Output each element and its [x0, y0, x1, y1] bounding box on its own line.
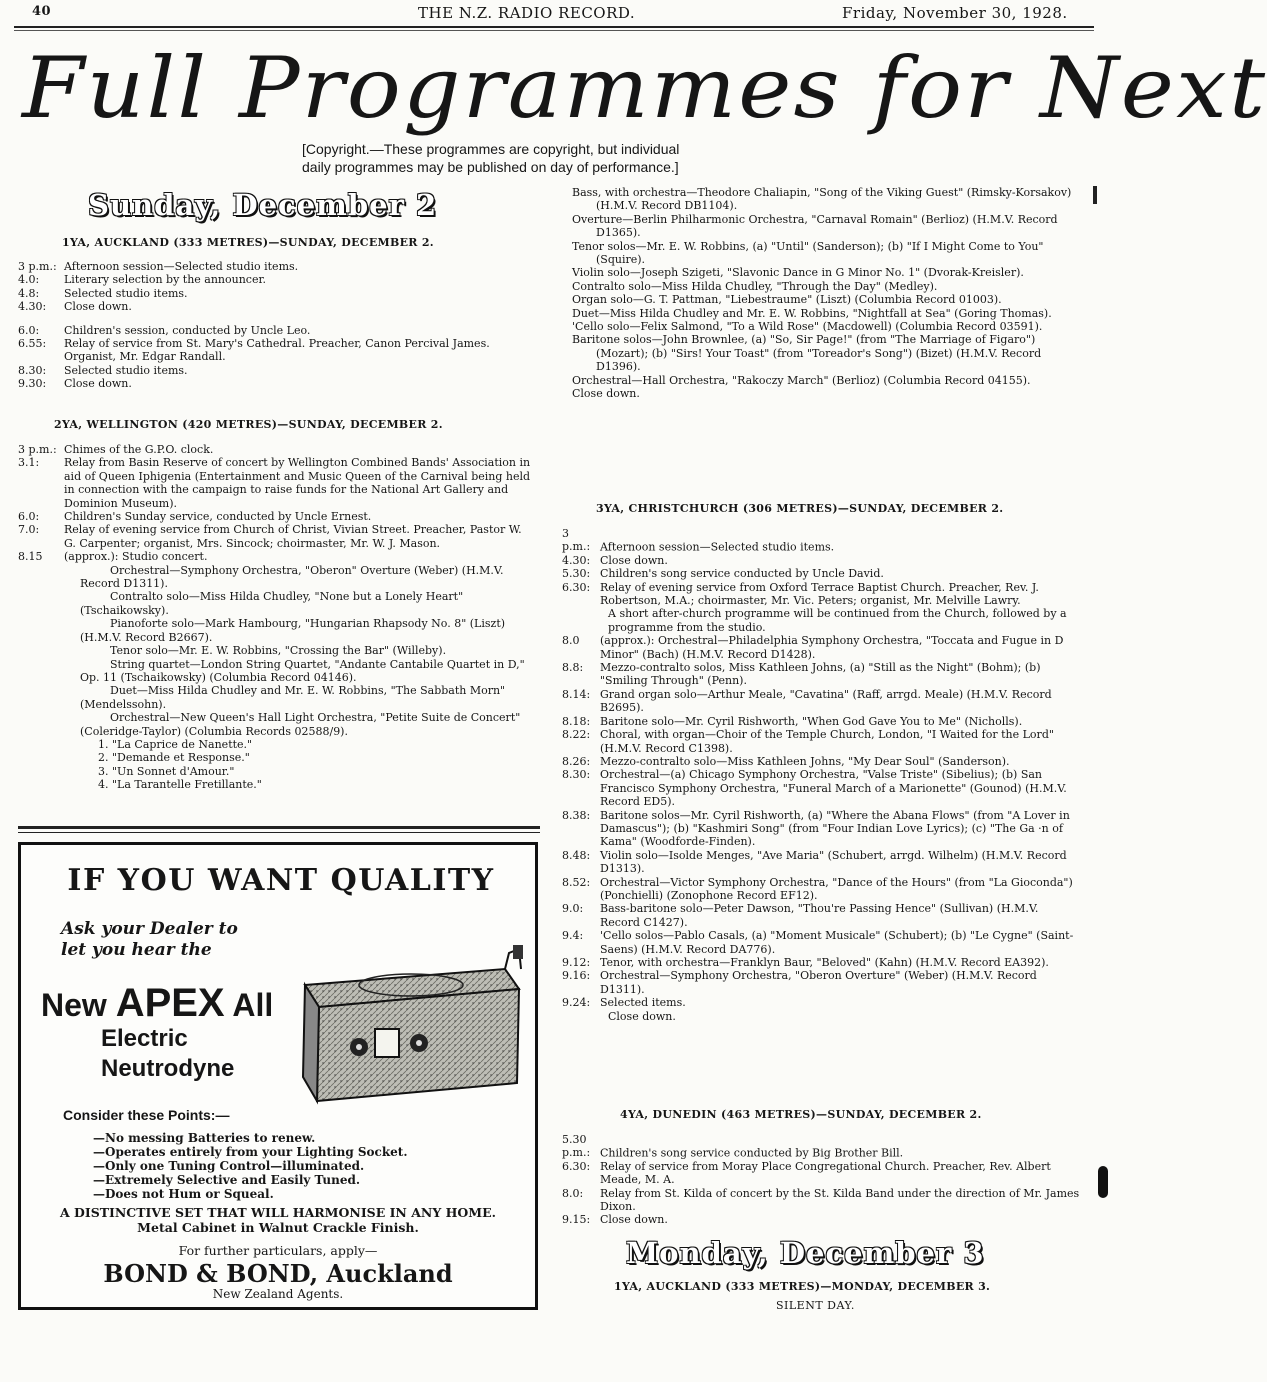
program-item [18, 364, 534, 377]
ad-tagline-2: Metal Cabinet in Walnut Crackle Finish. [137, 1220, 419, 1235]
ad-consider-points: Consider these Points:— [63, 1107, 230, 1123]
program-time: 8.8: [562, 661, 584, 675]
program-text: Close down. [64, 377, 132, 391]
program-time: 8.18: [562, 714, 591, 728]
program-time: 8.14: [562, 687, 591, 701]
header-rule-thin [14, 30, 1094, 31]
program-text: Choral, with organ—Choir of the Temple Church, London, "I Waited for the Lord" (H.M.V. Record C1398). [600, 728, 1054, 755]
program-text: Children's Sunday service, conducted by Uncle Ernest. [64, 510, 372, 524]
copyright-notice [302, 140, 802, 176]
program-item [562, 902, 1080, 929]
program-text: Relay of evening service from Oxford Terrace Baptist Church. Preacher, Rev. J. Robertson, M.A.; choirmaster, Mr. Vic. Peters; organist, Mr. Melville Lawry. [600, 580, 1039, 608]
program-item: Baritone solos—John Brownlee, (a) "So, Sir Page!" (from "The Marriage of Figaro") (Mozart); (b) "Sirs! Your Toast" (from "Toreador's Song") (Bizet) (H.M.V. Record D1396). [572, 333, 1042, 374]
program-item: Contralto solo—Miss Hilda Chudley, "Through the Day" (Medley). [572, 279, 938, 293]
ad-brand [41, 981, 273, 1026]
program-text: Violin solo—Isolde Menges, "Ave Maria" (Schubert, arrgd. Wilhelm) (H.M.V. Record D1313). [600, 848, 1067, 876]
program-text: Children's session, conducted by Uncle Leo. [64, 323, 311, 337]
column-rule [18, 826, 540, 829]
ad-brand-electric: Electric [101, 1025, 188, 1052]
program-time: 4.30: [562, 553, 591, 567]
program-item [562, 1213, 1080, 1226]
program-text: Orchestral—(a) Chicago Symphony Orchestra, "Valse Triste" (Sibelius); (b) San Francisco Symphony Orchestra, "Funeral March of a Marionette" (Gounod) (H.M.V. Record ED5). [600, 768, 1067, 809]
program-item [562, 1010, 1080, 1023]
program-text: Afternoon session—Selected studio items. [600, 540, 835, 554]
ad-tagline [21, 1205, 535, 1235]
program-2ya [18, 443, 534, 792]
program-time: 6.55: [18, 337, 47, 351]
program-item [18, 711, 534, 738]
program-time: 8.52: [562, 875, 591, 889]
margin-mark [1098, 1166, 1108, 1198]
station-1ya-monday: 1YA, AUCKLAND (333 METRES)—MONDAY, DECEMBER 3. [614, 1280, 991, 1293]
program-text: 'Cello solos—Pablo Casals, (a) "Moment Musicale" (Schubert); (b) "Le Cygne" (Saint-Saens) (H.M.V. Record DA776). [600, 929, 1074, 956]
station-4ya-sunday: 4YA, DUNEDIN (463 METRES)—SUNDAY, DECEMBER 2. [620, 1108, 982, 1121]
program-time: 8.0: [562, 1186, 584, 1200]
program-item [562, 1160, 1080, 1187]
ad-brand-apex: APEX [115, 981, 225, 1025]
program-text: Afternoon session—Selected studio items. [64, 260, 299, 273]
program-text: Bass-baritone solo—Peter Dawson, "Thou're Passing Hence" (Sullivan) (H.M.V. Record C1427). [600, 902, 1039, 929]
program-item [18, 644, 534, 657]
program-item [562, 809, 1080, 849]
program-time: 3 p.m.: [18, 443, 57, 456]
suite-movement: 2. "Demande et Response." [98, 751, 250, 765]
program-text: (approx.): Studio concert. [64, 550, 208, 564]
program-item [562, 688, 1080, 715]
program-text: Tenor, with orchestra—Franklyn Baur, "Beloved" (Kahn) (H.M.V. Record EA392). [600, 956, 1049, 969]
program-time: 6.0: [18, 510, 40, 524]
margin-mark [1093, 186, 1097, 204]
program-text: Orchestral—Symphony Orchestra, "Oberon Overture" (Weber) (H.M.V. Record D1311). [600, 969, 1037, 996]
program-text: String quartet—London String Quartet, "Andante Cantabile Quartet in D," Op. 11 (Tschaikowsky) (Columbia Record 04146). [80, 657, 525, 684]
program-text: Contralto solo—Miss Hilda Chudley, "None but a Lonely Heart" (Tschaikowsky). [80, 590, 464, 617]
monday-heading: Monday, December 3 [626, 1236, 985, 1270]
program-item: Organ solo—G. T. Pattman, "Liebestraume" (Liszt) (Columbia Record 01003). [572, 293, 1002, 307]
ad-points-list [93, 1131, 408, 1201]
program-item [18, 324, 534, 337]
program-time: 8.30: [18, 363, 47, 377]
program-text: Chimes of the G.P.O. clock. [64, 443, 214, 456]
program-item: Close down. [572, 387, 640, 401]
ad-tagline-1: A DISTINCTIVE SET THAT WILL HARMONISE IN ANY HOME. [59, 1205, 497, 1220]
suite-movement: 1. "La Caprice de Nanette." [98, 737, 253, 751]
program-time: 9.12: [562, 956, 591, 969]
ad-headline: IF YOU WANT QUALITY [67, 863, 495, 898]
program-item: Duet—Miss Hilda Chudley and Mr. E. W. Robbins, "Nightfall at Sea" (Goring Thomas). [572, 306, 1052, 320]
program-item [562, 876, 1080, 903]
program-item: Overture—Berlin Philharmonic Orchestra, "Carnaval Romain" (Berlioz) (H.M.V. Record D1365). [572, 212, 1058, 240]
program-text: Mezzo-contralto solos, Miss Kathleen Johns, (a) "Still as the Night" (Bohm); (b) "Smiling Through" (Penn). [600, 661, 1041, 688]
program-text: Relay of evening service from Church of Christ, Vivian Street. Preacher, Pastor W. G. Carpenter; organist, Mrs. Sincock; choirmaster, Mr. W. J. Mason. [64, 523, 522, 550]
program-text: Close down. [64, 300, 132, 314]
ad-point: —No messing Batteries to renew. [93, 1131, 316, 1145]
program-time: 4.30: [18, 300, 47, 314]
ad-point: —Does not Hum or Squeal. [93, 1187, 274, 1201]
program-item [18, 590, 534, 617]
program-time: 9.15: [562, 1213, 591, 1227]
program-time: 7.0: [18, 523, 40, 537]
program-time: 8.30: [562, 768, 591, 782]
suite-movement: 4. "La Tarantelle Fretillante." [98, 778, 262, 792]
station-1ya-sunday: 1YA, AUCKLAND (333 METRES)—SUNDAY, DECEMBER 2. [62, 236, 434, 249]
program-time: 6.30: [562, 580, 591, 594]
program-text: Selected studio items. [64, 286, 188, 300]
program-text: Relay of service from St. Mary's Cathedral. Preacher, Canon Percival James. Organist, Mr. Edgar Randall. [64, 337, 490, 364]
program-text: Selected studio items. [64, 363, 188, 377]
page-title: Full Programmes for Next [22, 39, 1267, 137]
program-time: 4.0: [18, 273, 40, 287]
program-item [18, 564, 534, 591]
program-time: 4.8: [18, 286, 40, 300]
program-item [18, 617, 534, 644]
ad-point: —Operates entirely from your Lighting Socket. [93, 1145, 408, 1159]
publication-name: THE N.Z. RADIO RECORD. [418, 4, 636, 22]
column-rule-thin [18, 832, 540, 833]
program-time: 8.26: [562, 754, 591, 768]
program-time: 3 p.m.: [18, 260, 57, 273]
program-text: Literary selection by the announcer. [64, 273, 267, 287]
program-time: 9.4: [562, 929, 584, 943]
page-number: 40 [32, 4, 52, 19]
program-item [562, 728, 1080, 755]
header-rule [14, 26, 1094, 28]
program-item: Tenor solos—Mr. E. W. Robbins, (a) "Until" (Sanderson); (b) "If I Might Come to You" (Squire). [572, 239, 1044, 267]
station-3ya-sunday: 3YA, CHRISTCHURCH (306 METRES)—SUNDAY, DECEMBER 2. [596, 502, 1004, 515]
program-text: Pianoforte solo—Mark Hambourg, "Hungarian Rhapsody No. 8" (Liszt) (H.M.V. Record B2667). [80, 617, 506, 644]
program-item [562, 715, 1080, 728]
program-item [562, 661, 1080, 688]
program-item [562, 755, 1080, 768]
program-item [562, 1187, 1080, 1214]
program-item [562, 768, 1080, 808]
program-text: Relay from Basin Reserve of concert by Wellington Combined Bands' Association in aid of Queen Iphigenia (Entertainment and Music Queen of the Carnival being held in connection with the campaign to raise funds for the National Art Gallery and Dominion Museum). [64, 456, 531, 510]
program-item [18, 337, 534, 364]
program-item: Orchestral—Hall Orchestra, "Rakoczy March" (Berlioz) (Columbia Record 04155). [572, 373, 1031, 387]
program-text: Mezzo-contralto solo—Miss Kathleen Johns, "My Dear Soul" (Sanderson). [600, 754, 1010, 768]
issue-date: Friday, November 30, 1928. [842, 4, 1068, 22]
ad-brand-neutrodyne: Neutrodyne [101, 1055, 235, 1082]
program-text: Children's song service conducted by Uncle David. [600, 567, 884, 581]
program-text: Orchestral—New Queen's Hall Light Orchestra, "Petite Suite de Concert" (Coleridge-Taylor) (Columbia Records 02588/9). [80, 711, 521, 738]
ad-ask-line-1: Ask your Dealer to [61, 919, 238, 939]
copyright-line-1: [Copyright.—These programmes are copyright, but individual [302, 141, 680, 157]
program-2ya-continued [566, 186, 1078, 401]
program-text: Relay from St. Kilda of concert by the St. Kilda Band under the direction of Mr. James Dixon. [600, 1186, 1080, 1214]
program-item [18, 377, 534, 390]
program-item [562, 1133, 1080, 1160]
program-time: 9.30: [18, 377, 47, 391]
program-time: 8.22: [562, 728, 591, 742]
program-text: Duet—Miss Hilda Chudley and Mr. E. W. Robbins, "The Sabbath Morn" (Mendelssohn). [80, 684, 506, 711]
program-text: Relay of service from Moray Place Congregational Church. Preacher, Rev. Albert Meade, M. A. [600, 1159, 1051, 1187]
program-item: 'Cello solo—Felix Salmond, "To a Wild Rose" (Macdowell) (Columbia Record 03591). [572, 320, 1043, 334]
program-item [562, 929, 1080, 956]
program-item [562, 527, 1080, 554]
program-item [18, 510, 534, 523]
program-text: Selected items. [600, 996, 686, 1010]
program-time: 9.16: [562, 969, 591, 983]
program-text: Orchestral—Symphony Orchestra, "Oberon" Overture (Weber) (H.M.V. Record D1311). [80, 563, 504, 591]
program-text: Close down. [600, 1213, 668, 1227]
program-text: A short after-church programme will be continued from the Church, followed by a programme from the studio. [608, 607, 1067, 634]
program-time: 6.0: [18, 323, 40, 337]
program-text: (approx.): Orchestral—Philadelphia Symphony Orchestra, "Toccata and Fugue in D Minor" (Bach) (H.M.V. Record D1428). [600, 634, 1064, 661]
radio-set-illustration [283, 945, 525, 1105]
program-item [18, 443, 534, 456]
program-item [18, 300, 534, 313]
program-time: 8.38: [562, 808, 591, 822]
program-item [562, 567, 1080, 580]
program-time: 5.30 p.m.: [562, 1133, 591, 1160]
program-1ya [18, 260, 534, 391]
ad-point: —Extremely Selective and Easily Tuned. [93, 1173, 361, 1187]
program-text: Orchestral—Victor Symphony Orchestra, "Dance of the Hours" (from "La Gioconda") (Ponchielli) (Zonophone Record EF12). [600, 875, 1073, 902]
program-item [562, 849, 1080, 876]
program-time: 8.15 [18, 550, 43, 564]
program-item [562, 969, 1080, 996]
program-item [562, 581, 1080, 608]
program-item [18, 523, 534, 550]
ad-ask-dealer [61, 919, 261, 961]
silent-day: SILENT DAY. [776, 1299, 855, 1312]
ad-brand-new: New [41, 987, 107, 1023]
program-item [562, 634, 1080, 661]
ad-ask-line-2: let you hear the [61, 940, 212, 960]
ad-point: —Only one Tuning Control—illuminated. [93, 1159, 365, 1173]
program-item [18, 287, 534, 300]
program-time: 9.24: [562, 996, 591, 1010]
program-item [562, 607, 1080, 634]
program-text: Close down. [600, 553, 668, 567]
program-item [18, 658, 534, 685]
program-time: 8.48: [562, 848, 591, 862]
program-text: Tenor solo—Mr. E. W. Robbins, "Crossing the Bar" (Willeby). [110, 644, 447, 658]
program-time: 3.1: [18, 456, 40, 470]
program-text: Grand organ solo—Arthur Meale, "Cavatina" (Raff, arrgd. Meale) (H.M.V. Record B2695). [600, 687, 1052, 715]
ad-brand-all: All [232, 987, 274, 1023]
program-item [562, 956, 1080, 969]
program-4ya [562, 1133, 1080, 1227]
program-time: 3 p.m.: [562, 527, 591, 554]
sunday-heading: Sunday, December 2 [88, 188, 438, 222]
station-2ya-sunday: 2YA, WELLINGTON (420 METRES)—SUNDAY, DECEMBER 2. [54, 418, 443, 431]
ad-company: BOND & BOND, Auckland [103, 1259, 453, 1288]
program-time: 5.30: [562, 567, 591, 581]
program-item [562, 996, 1080, 1009]
program-item [18, 456, 534, 510]
copyright-line-2: daily programmes may be published on day of performance.] [302, 159, 679, 175]
program-item [18, 260, 534, 273]
apex-advertisement [18, 842, 538, 1310]
program-item [18, 684, 534, 711]
program-3ya [562, 527, 1080, 1023]
program-text: Baritone solos—Mr. Cyril Rishworth, (a) "Where the Abana Flows" (from "A Lover in Damascus"); (b) "Kashmiri Song" (from "Four Indian Love Lyrics); (c) "The Ga ·n of Kama" (Woodforde-Finden). [600, 808, 1070, 849]
program-item: Bass, with orchestra—Theodore Chaliapin, "Song of the Viking Guest" (Rimsky-Korsakov) (H.M.V. Record DB1104). [572, 186, 1072, 213]
program-time: 6.30: [562, 1159, 591, 1173]
program-text: Children's song service conducted by Big Brother Bill. [600, 1146, 904, 1160]
program-item [18, 550, 534, 563]
suite-movement: 3. "Un Sonnet d'Amour." [98, 764, 235, 778]
program-text: Close down. [608, 1009, 676, 1023]
ad-further-particulars: For further particulars, apply— [178, 1243, 378, 1258]
program-text: Baritone solo—Mr. Cyril Rishworth, "When God Gave You to Me" (Nicholls). [600, 714, 1023, 728]
program-time: 8.0 [562, 634, 580, 648]
ad-agents: New Zealand Agents. [212, 1287, 344, 1301]
program-item [18, 273, 534, 286]
program-item: Violin solo—Joseph Szigeti, "Slavonic Dance in G Minor No. 1" (Dvorak-Kreisler). [572, 266, 1024, 280]
program-item [562, 554, 1080, 567]
program-time: 9.0: [562, 902, 584, 916]
